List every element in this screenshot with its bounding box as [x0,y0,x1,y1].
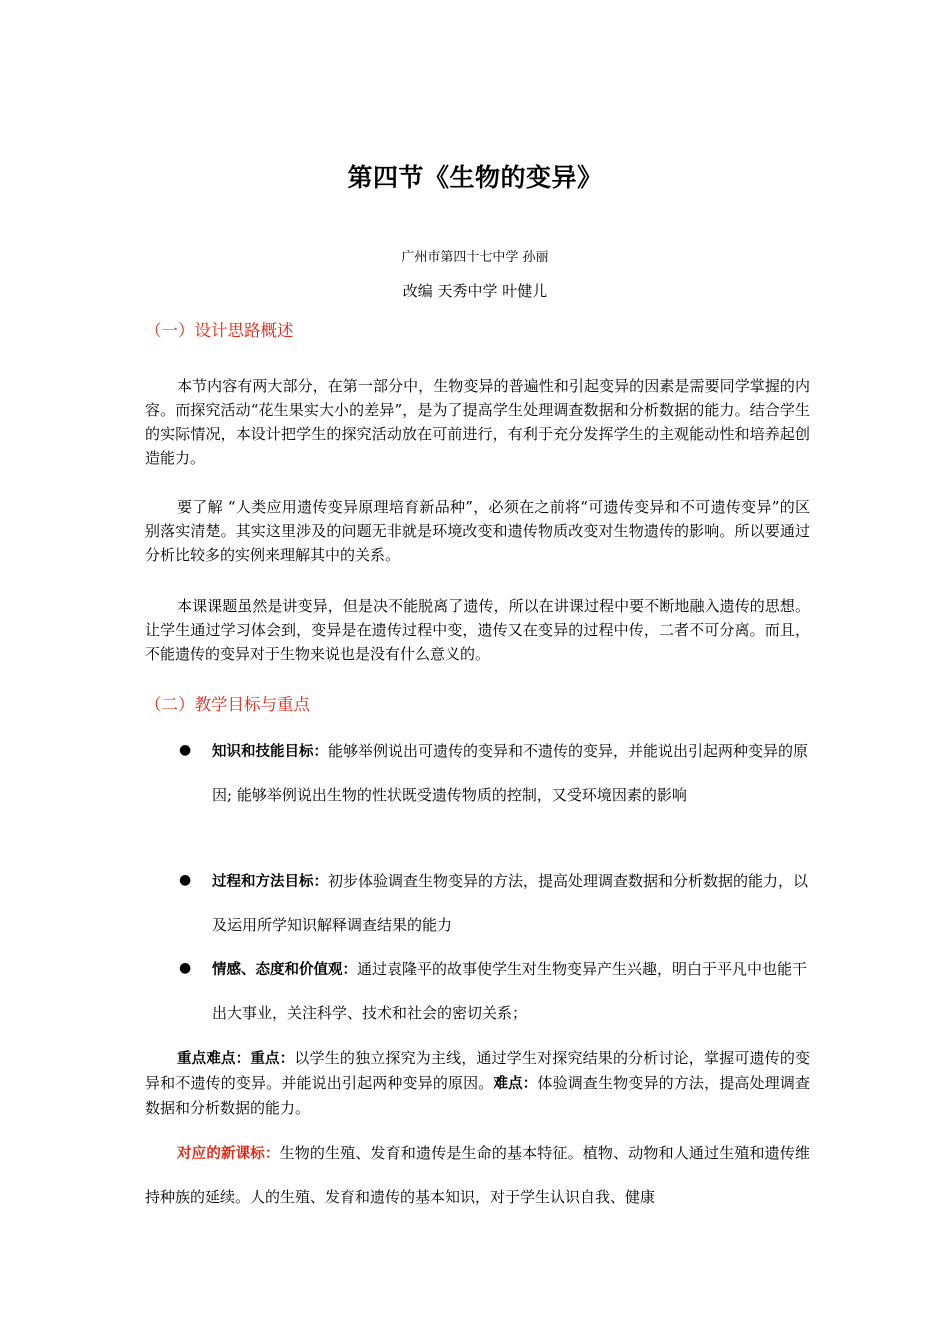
page-title: 第四节《生物的变异》 [347,163,603,192]
list-item-text [212,860,809,947]
difficulty-label: 难点： [493,1076,538,1092]
focus-text: 以学生的独立探究为主线，通过学生对探究结果的分析讨论，掌握可遗传的变异和不遗传的变异。并能说出引起两种变异的原因。 [145,1049,811,1092]
bullet-icon: ● [179,742,192,758]
difficulty-text: 体验调查生物变异的方法，提高处理调查数据和分析数据的能力。 [145,1074,810,1117]
focus-label: 重点： [250,1051,295,1067]
list-item-body: 初步体验调查生物变异的方法，提高处理调查数据和分析数据的能力，以及运用所学知识解释调查结果的能力 [212,872,809,934]
section-heading-design: （一）设计思路概述 [145,321,294,340]
paragraph: 要了解 “人类应用遗传变异原理培育新品种”，必须在之前将“可遗传变异和不可遗传变异”的区别落实清楚。其实这里涉及的问题无非就是环境改变和遗传物质改变对生物遗传的影响。所以要通过分析比较多的实例来理解其中的关系。 [145,498,810,564]
key-points-paragraph [145,1046,810,1120]
list-item-text [212,948,809,1035]
list-item-body: 能够举例说出可遗传的变异和不遗传的变异，并能说出引起两种变异的原因; 能够举例说出生物的性状既受遗传物质的控制，又受环境因素的影响 [212,742,809,804]
list-item-text [212,730,809,817]
paragraph: 本课课题虽然是讲变异，但是决不能脱离了遗传，所以在讲课过程中要不断地融入遗传的思想。让学生通过学习体会到，变异是在遗传过程中变，遗传又在变异的过程中传，二者不可分离。而且，不能遗传的变异对于生物来说也是没有什么意义的。 [145,597,810,663]
bullet-icon: ● [179,960,192,976]
curriculum-standard-paragraph [145,1132,810,1219]
list-item-label: 过程和方法目标： [212,874,328,890]
standard-text: 生物的生殖、发育和遗传是生命的基本特征。植物、动物和人通过生殖和遗传维持种族的延续。人的生殖、发育和遗传的基本知识，对于学生认识自我、健康 [145,1144,810,1206]
paragraph: 本节内容有两大部分，在第一部分中，生物变异的普遍性和引起变异的因素是需要同学掌握的内容。而探究活动“花生果实大小的差异”，是为了提高学生处理调查数据和分析数据的能力。结合学生的实际情况，本设计把学生的探究活动放在可前进行，有利于充分发挥学生的主观能动性和培养起创造能力。 [145,377,810,467]
key-points-label: 重点难点： [177,1051,251,1067]
bullet-icon: ● [179,872,192,888]
section-heading-objectives: （二）教学目标与重点 [145,695,310,714]
list-item-label: 情感、态度和价值观： [212,962,357,978]
author-school-line: 广州市第四十七中学 孙丽 [401,250,549,265]
list-item-body: 通过袁隆平的故事使学生对生物变异产生兴趣，明白于平凡中也能干出大事业，关注科学、技术和社会的密切关系； [212,960,808,1022]
list-item-label: 知识和技能目标： [212,744,328,760]
author-adapter-line: 改编 天秀中学 叶健儿 [402,282,548,300]
standard-label: 对应的新课标： [177,1146,280,1162]
